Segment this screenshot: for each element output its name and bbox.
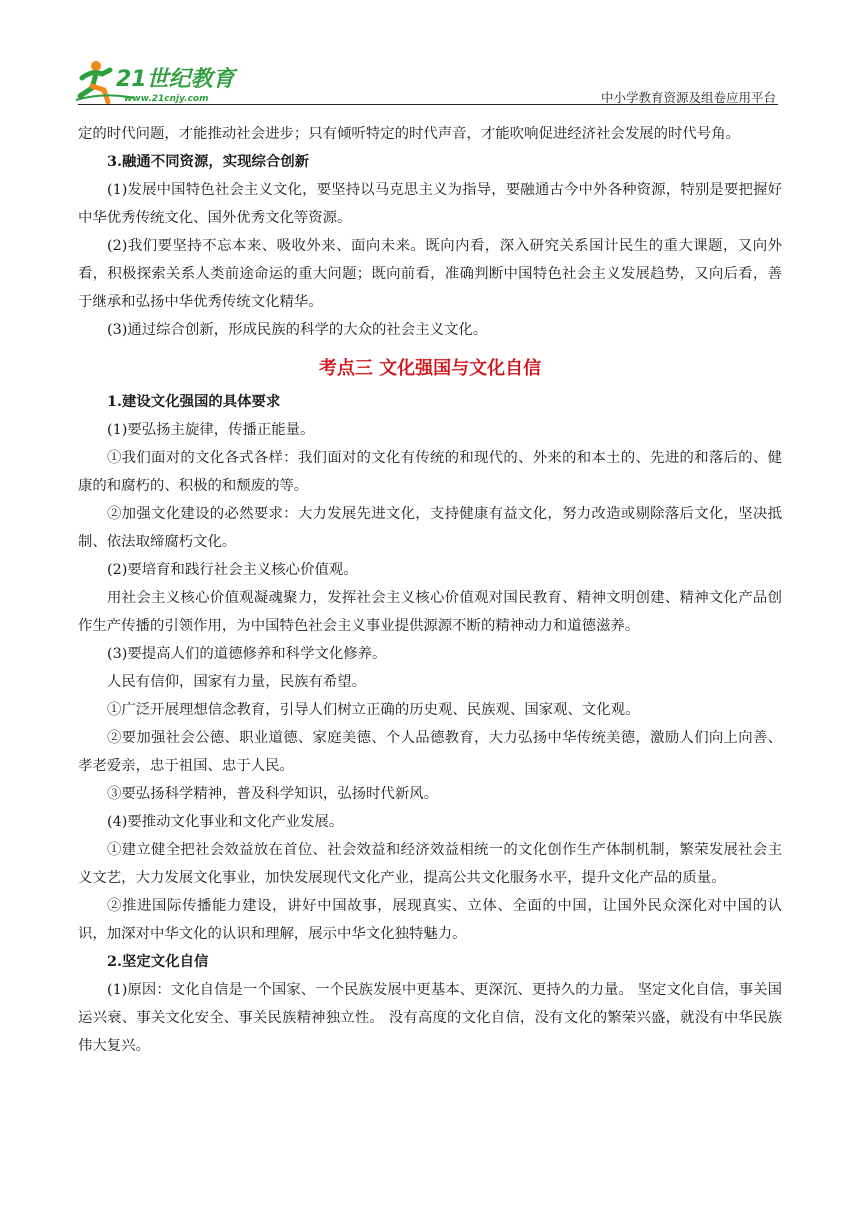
paragraph: (3)要提高人们的道德修养和科学文化修养。 [107, 646, 387, 662]
page-header [0, 0, 860, 112]
section-title: 考点三 文化强国与文化自信 [318, 358, 542, 379]
paragraph: (4)要推动文化事业和文化产业发展。 [107, 814, 344, 830]
paragraph: (2)我们要坚持不忘本来、吸收外来、面向未来。既向内看，深入研究关系国计民生的重大课题，又向外看，积极探索关系人类前途命运的重大问题；既向前看，准确判断中国特色社会主义发展趋势，又向后看，善于继承和弘扬中华优秀传统文化精华。 [78, 238, 782, 310]
paragraph: ②加强文化建设的必然要求：大力发展先进文化，支持健康有益文化，努力改造或剔除落后文化，坚决抵制、依法取缔腐朽文化。 [78, 506, 782, 550]
paragraph: ②要加强社会公德、职业道德、家庭美德、个人品德教育，大力弘扬中华传统美德，激励人们向上向善、孝老爱亲，忠于祖国、忠于人民。 [78, 730, 782, 774]
logo-text: 21世纪教育 [116, 67, 235, 92]
paragraph: (2)要培育和践行社会主义核心价值观。 [107, 562, 358, 578]
logo [74, 56, 244, 106]
document-body [78, 120, 782, 1060]
paragraph: (1)发展中国特色社会主义文化，要坚持以马克思主义为指导，要融通古今中外各种资源，特别是要把握好中华优秀传统文化、国外优秀文化等资源。 [78, 182, 782, 226]
subheading-confidence: 2.坚定文化自信 [107, 953, 209, 970]
paragraph: (3)通过综合创新，形成民族的科学的大众的社会主义文化。 [107, 322, 488, 338]
header-divider [78, 104, 778, 105]
paragraph-continuation: 定的时代问题，才能推动社会进步；只有倾听特定的时代声音，才能吹响促进经济社会发展的时代号角。 [78, 126, 740, 142]
paragraph: 人民有信仰，国家有力量，民族有希望。 [107, 674, 367, 690]
paragraph: ②推进国际传播能力建设，讲好中国故事，展现真实、立体、全面的中国，让国外民众深化对中国的认识，加深对中华文化的认识和理解，展示中华文化独特魅力。 [78, 898, 782, 942]
paragraph: ①广泛开展理想信念教育，引导人们树立正确的历史观、民族观、国家观、文化观。 [107, 702, 640, 718]
paragraph: 用社会主义核心价值观凝魂聚力，发挥社会主义核心价值观对国民教育、精神文明创建、精神文化产品创作生产传播的引领作用，为中国特色社会主义事业提供源源不断的精神动力和道德滋养。 [78, 590, 782, 634]
paragraph: ①建立健全把社会效益放在首位、社会效益和经济效益相统一的文化创作生产体制机制，繁荣发展社会主义文艺，大力发展文化事业，加快发展现代文化产业，提高公共文化服务水平，提升文化产品的质量。 [78, 842, 782, 886]
paragraph: ①我们面对的文化各式各样：我们面对的文化有传统的和现代的、外来的和本土的、先进的和落后的、健康的和腐朽的、积极的和颓废的等。 [78, 450, 782, 494]
runner-logo-icon [74, 56, 244, 106]
paragraph: (1)要弘扬主旋律，传播正能量。 [107, 422, 315, 438]
header-tagline: 中小学教育资源及组卷应用平台 [600, 90, 776, 105]
logo-url-text: www.21cnjy.com [124, 94, 209, 104]
subheading-resources: 3.融通不同资源，实现综合创新 [107, 153, 310, 170]
paragraph: ③要弘扬科学精神，普及科学知识，弘扬时代新风。 [107, 786, 438, 802]
subheading-requirements: 1.建设文化强国的具体要求 [107, 393, 281, 410]
paragraph: (1)原因：文化自信是一个国家、一个民族发展中更基本、更深沉、更持久的力量。 坚定文化自信，事关国运兴衰、事关文化安全、事关民族精神独立性。 没有高度的文化自信，没有文化的繁荣兴盛，就没有中华民族伟大复兴。 [78, 982, 782, 1054]
